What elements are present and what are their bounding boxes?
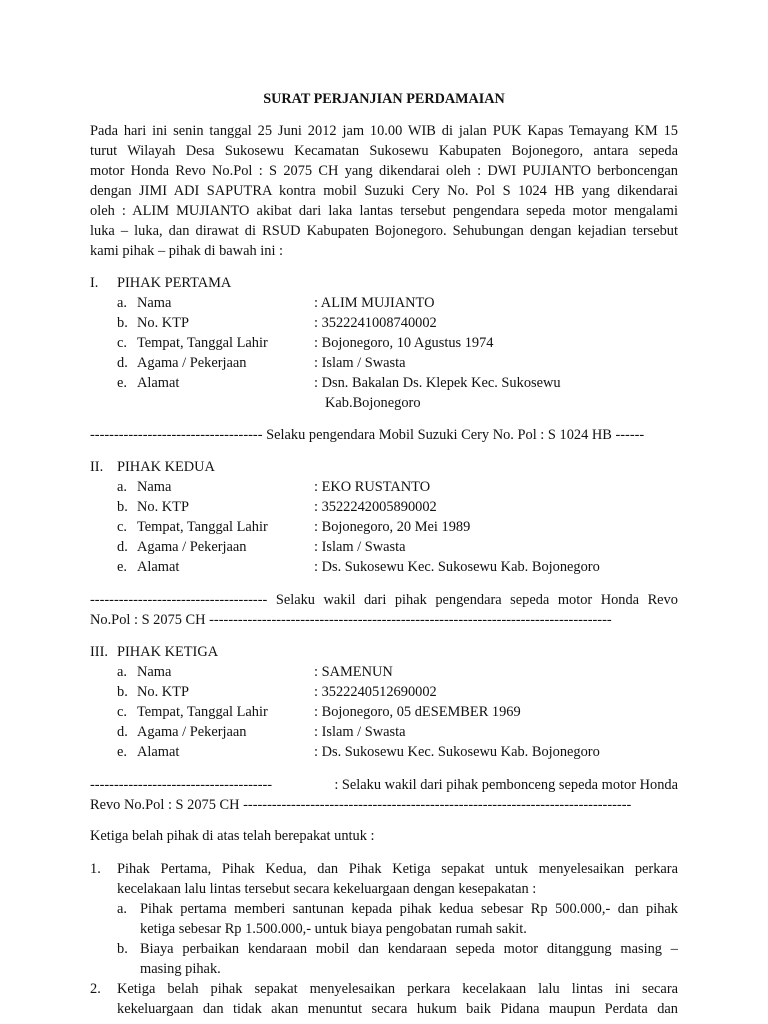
item-label: Tempat, Tanggal Lahir bbox=[137, 335, 268, 351]
item-value: : Bojonegoro, 10 Agustus 1974 bbox=[314, 335, 494, 351]
party-2-name-row bbox=[117, 477, 678, 497]
party-number: I. bbox=[90, 275, 99, 291]
role-word: pihak bbox=[394, 592, 427, 608]
item-letter: e. bbox=[117, 375, 127, 391]
subpoint-line: Biaya perbaikan kendaraan mobil dan kendaraan sepeda motor ditanggung masing – bbox=[140, 941, 678, 957]
item-value: : ALIM MUJIANTO bbox=[314, 295, 435, 311]
intro-line: luka – luka, dan dirawat di RSUD Kabupaten Bojonegoro. Sehubungan dengan kejadian tersebut bbox=[90, 223, 678, 239]
item-value: : SAMENUN bbox=[314, 664, 393, 680]
item-label: No. KTP bbox=[137, 499, 189, 515]
subpoint-line: ketiga sebesar Rp 1.500.000,- untuk biaya pengobatan rumah sakit. bbox=[140, 921, 527, 937]
item-value: : EKO RUSTANTO bbox=[314, 479, 431, 495]
item-value: : 3522240512690002 bbox=[314, 684, 437, 700]
item-letter: a. bbox=[117, 664, 127, 680]
item-letter: a. bbox=[117, 295, 127, 311]
party-1-address-continuation: Kab.Bojonegoro bbox=[325, 395, 421, 411]
item-label: Agama / Pekerjaan bbox=[137, 724, 247, 740]
item-label: Alamat bbox=[137, 375, 180, 391]
item-label: Alamat bbox=[137, 744, 180, 760]
item-label: Nama bbox=[137, 664, 172, 680]
item-label: Tempat, Tanggal Lahir bbox=[137, 704, 268, 720]
point-number: 2. bbox=[90, 981, 101, 997]
party-number: III. bbox=[90, 644, 108, 660]
party-2-role-line bbox=[90, 590, 678, 630]
item-value: : Bojonegoro, 05 dESEMBER 1969 bbox=[314, 704, 521, 720]
agreement-intro: Ketiga belah pihak di atas telah berepakat untuk : bbox=[90, 828, 375, 844]
item-value: : Ds. Sukosewu Kec. Sukosewu Kab. Bojonegoro bbox=[314, 559, 600, 575]
subpoint-text bbox=[140, 899, 678, 939]
subpoint-letter: b. bbox=[117, 941, 128, 957]
item-label: Nama bbox=[137, 295, 172, 311]
item-letter: c. bbox=[117, 519, 127, 535]
role-word: pengendara bbox=[435, 592, 502, 608]
party-number: II. bbox=[90, 459, 104, 475]
party-1-address-row bbox=[117, 373, 678, 393]
subpoint-line: Pihak pertama memberi santunan kepada pihak kedua sebesar Rp 500.000,- dan pihak bbox=[140, 901, 678, 917]
role-word: sepeda bbox=[510, 592, 550, 608]
intro-line: Pada hari ini senin tanggal 25 Juni 2012 jam 10.00 WIB di jalan PUK Kapas Temayang KM 15 bbox=[90, 123, 678, 139]
party-3-religion-row bbox=[117, 722, 678, 742]
point-text bbox=[117, 859, 678, 899]
point-line: Ketiga belah pihak sepakat menyelesaikan perkara kecelakaan lalu lintas ini secara bbox=[117, 981, 678, 997]
party-2-birth-row bbox=[117, 517, 678, 537]
party-3-address-row bbox=[117, 742, 678, 762]
item-letter: b. bbox=[117, 684, 128, 700]
item-letter: d. bbox=[117, 724, 128, 740]
item-label: Alamat bbox=[137, 559, 180, 575]
party-3-ktp-row bbox=[117, 682, 678, 702]
intro-line: oleh : ALIM MUJIANTO akibat dari laka lantas tersebut pengendara sepeda motor mengalami bbox=[90, 203, 678, 219]
role-text bbox=[90, 590, 678, 610]
role-text bbox=[90, 775, 678, 795]
item-value: : Dsn. Bakalan Ds. Klepek Kec. Sukosewu bbox=[314, 375, 561, 391]
intro-line: motor Honda Revo No.Pol : S 2075 CH yang dikendarai oleh : DWI PUJIANTO berboncengan bbox=[90, 163, 678, 179]
role-word: Honda bbox=[600, 592, 640, 608]
item-letter: d. bbox=[117, 355, 128, 371]
subpoint-letter: a. bbox=[117, 901, 127, 917]
item-letter: a. bbox=[117, 479, 127, 495]
role-text: Revo No.Pol : S 2075 CH --------------------------------------------------------------------------------- bbox=[90, 797, 632, 813]
point-line: kekeluargaan dan tidak akan menuntut secara hukum baik Pidana maupun Perdata dan bbox=[117, 1001, 678, 1017]
role-text: No.Pol : S 2075 CH ------------------------------------------------------------------------------------ bbox=[90, 612, 612, 628]
item-value: : Islam / Swasta bbox=[314, 724, 406, 740]
item-letter: b. bbox=[117, 315, 128, 331]
item-label: Agama / Pekerjaan bbox=[137, 355, 247, 371]
subpoint-line: masing pihak. bbox=[140, 961, 221, 977]
item-value: : Bojonegoro, 20 Mei 1989 bbox=[314, 519, 471, 535]
item-value: : Islam / Swasta bbox=[314, 539, 406, 555]
item-label: No. KTP bbox=[137, 684, 189, 700]
party-title: PIHAK KETIGA bbox=[117, 644, 219, 660]
item-label: Tempat, Tanggal Lahir bbox=[137, 519, 268, 535]
role-description: : Selaku wakil dari pihak pembonceng sepeda motor Honda bbox=[334, 777, 678, 793]
role-word: Revo bbox=[647, 592, 678, 608]
party-3-name-row bbox=[117, 662, 678, 682]
item-letter: c. bbox=[117, 704, 127, 720]
subpoint-text bbox=[140, 939, 678, 979]
party-1-ktp-row bbox=[117, 313, 678, 333]
item-label: Agama / Pekerjaan bbox=[137, 539, 247, 555]
item-value: : Islam / Swasta bbox=[314, 355, 406, 371]
role-dashes: -------------------------------------- bbox=[90, 777, 273, 793]
role-text: ------------------------------------ Selaku pengendara Mobil Suzuki Cery No. Pol : S 1024 HB ------ bbox=[90, 427, 645, 443]
party-3-role-line bbox=[90, 775, 678, 815]
party-1-role-line bbox=[90, 425, 678, 445]
party-title: PIHAK KEDUA bbox=[117, 459, 215, 475]
role-word: ------------------------------------- bbox=[90, 592, 268, 608]
item-label: Nama bbox=[137, 479, 172, 495]
role-word: motor bbox=[557, 592, 593, 608]
role-word: Selaku bbox=[275, 592, 315, 608]
item-letter: b. bbox=[117, 499, 128, 515]
item-value: : 3522242005890002 bbox=[314, 499, 437, 515]
item-value: : Ds. Sukosewu Kec. Sukosewu Kab. Bojonegoro bbox=[314, 744, 600, 760]
item-letter: d. bbox=[117, 539, 128, 555]
role-word: wakil bbox=[323, 592, 356, 608]
party-2-address-row bbox=[117, 557, 678, 577]
point-line: kecelakaan lalu lintas tersebut secara kekeluargaan dengan kesepakatan : bbox=[117, 881, 537, 897]
party-2-religion-row bbox=[117, 537, 678, 557]
document-title: SURAT PERJANJIAN PERDAMAIAN bbox=[263, 91, 505, 107]
intro-line: dengan JIMI ADI SAPUTRA kontra mobil Suzuki Cery No. Pol S 1024 HB yang dikendarai bbox=[90, 183, 678, 199]
party-1-name-row bbox=[117, 293, 678, 313]
party-1-birth-row bbox=[117, 333, 678, 353]
item-letter: c. bbox=[117, 335, 127, 351]
item-value: : 3522241008740002 bbox=[314, 315, 437, 331]
item-label: No. KTP bbox=[137, 315, 189, 331]
point-number: 1. bbox=[90, 861, 101, 877]
role-word: dari bbox=[363, 592, 387, 608]
point-line: Pihak Pertama, Pihak Kedua, dan Pihak Ketiga sepakat untuk menyelesaikan perkara bbox=[117, 861, 678, 877]
party-1-religion-row bbox=[117, 353, 678, 373]
intro-paragraph bbox=[90, 121, 678, 261]
point-text bbox=[117, 979, 678, 1019]
item-letter: e. bbox=[117, 744, 127, 760]
party-3-birth-row bbox=[117, 702, 678, 722]
intro-line: turut Wilayah Desa Sukosewu Kecamatan Sukosewu Kabupaten Bojonegoro, antara sepeda bbox=[90, 143, 678, 159]
intro-line: kami pihak – pihak di bawah ini : bbox=[90, 243, 284, 259]
party-2-ktp-row bbox=[117, 497, 678, 517]
party-title: PIHAK PERTAMA bbox=[117, 275, 232, 291]
item-letter: e. bbox=[117, 559, 127, 575]
